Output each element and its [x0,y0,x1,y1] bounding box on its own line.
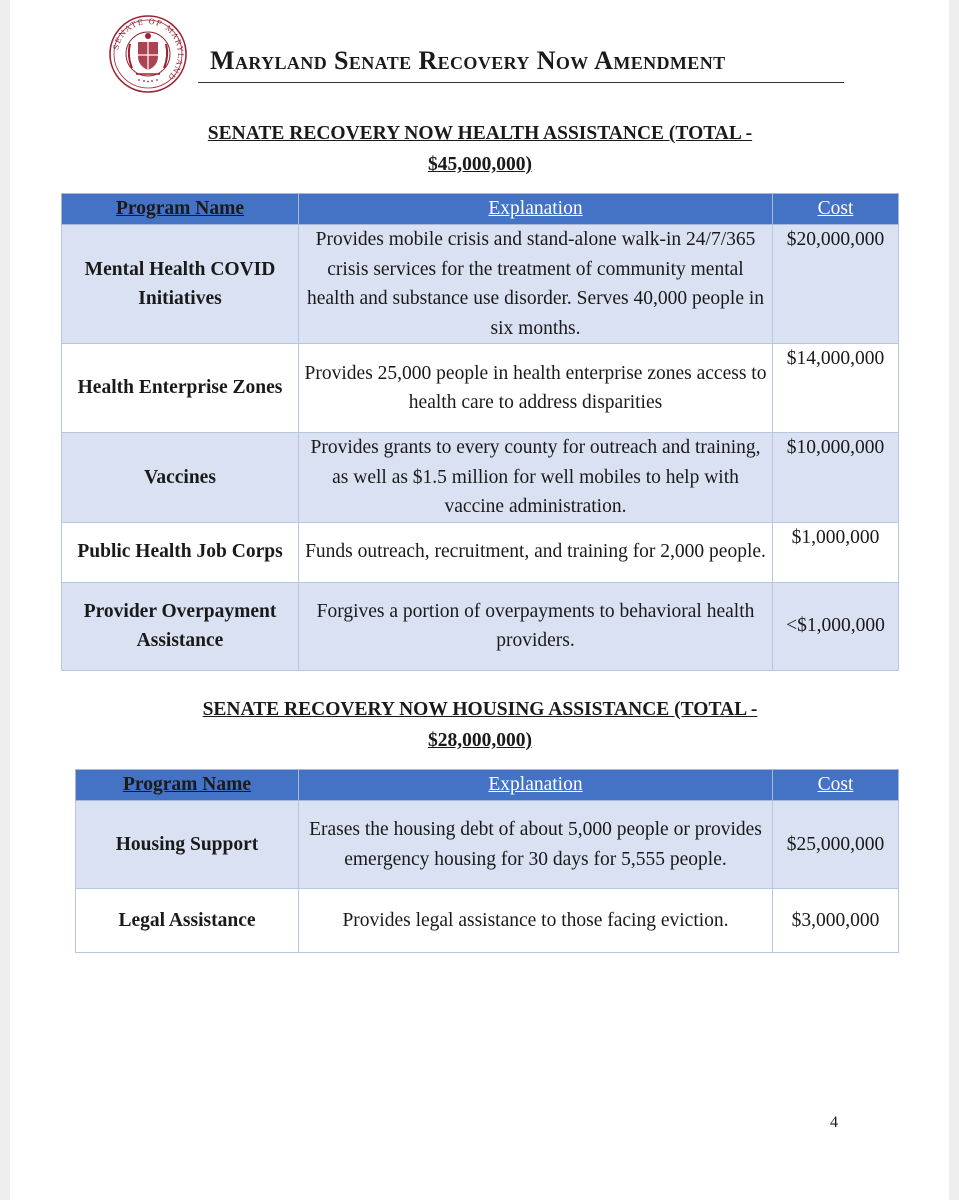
table-row [62,522,899,582]
housing-title-line2: $28,000,000) [428,730,532,751]
column-header-program-name: Program Name [76,770,299,801]
housing-title-line1: SENATE RECOVERY NOW HOUSING ASSISTANCE (TOTAL - [202,699,758,720]
program-name-cell: Vaccines [62,433,299,523]
program-name-cell: Legal Assistance [76,889,299,953]
page-edge-right [949,0,959,1200]
table-header-row [62,194,899,225]
column-header-cost: Cost [773,194,899,225]
health-title-line2: $45,000,000) [428,154,532,175]
program-name-cell: Public Health Job Corps [62,522,299,582]
program-name-cell: Provider Overpayment Assistance [62,582,299,670]
explanation-cell: Funds outreach, recruitment, and training for 2,000 people. [299,522,773,582]
program-name-cell: Housing Support [76,801,299,889]
title-underline [198,82,844,83]
page-edge-left [0,0,10,1200]
cost-cell: $25,000,000 [773,801,899,889]
table-row [76,889,899,953]
table-row [62,433,899,523]
senate-seal-icon [108,14,188,94]
table-row [76,801,899,889]
health-section-title [62,118,898,180]
table-row [62,344,899,433]
table-row [62,225,899,344]
explanation-cell: Erases the housing debt of about 5,000 people or provides emergency housing for 30 days for 5,555 people. [299,801,773,889]
explanation-cell: Provides legal assistance to those facing eviction. [299,889,773,953]
housing-assistance-table [75,769,899,953]
cost-cell: $1,000,000 [773,522,899,582]
document-title: Maryland Senate Recovery Now Amendment [210,46,726,75]
cost-cell: <$1,000,000 [773,582,899,670]
column-header-cost: Cost [773,770,899,801]
column-header-explanation: Explanation [299,194,773,225]
column-header-program-name: Program Name [62,194,299,225]
housing-section-title [62,694,898,756]
cost-cell: $20,000,000 [773,225,899,344]
health-title-line1: SENATE RECOVERY NOW HEALTH ASSISTANCE (TOTAL - [207,123,753,144]
explanation-cell: Provides mobile crisis and stand-alone walk-in 24/7/365 crisis services for the treatment of community mental health and substance use disorder. Serves 40,000 people in six months. [299,225,773,344]
column-header-explanation: Explanation [299,770,773,801]
program-name-cell: Mental Health COVID Initiatives [62,225,299,344]
page-number: 4 [830,1114,838,1131]
explanation-cell: Provides 25,000 people in health enterprise zones access to health care to address disparities [299,344,773,433]
explanation-cell: Forgives a portion of overpayments to behavioral health providers. [299,582,773,670]
health-assistance-table [61,193,899,671]
cost-cell: $10,000,000 [773,433,899,523]
table-header-row [76,770,899,801]
seal-text: SENATE OF MARYLAND [111,16,186,83]
explanation-cell: Provides grants to every county for outreach and training, as well as $1.5 million for well mobiles to help with vaccine administration. [299,433,773,523]
program-name-cell: Health Enterprise Zones [62,344,299,433]
table-row [62,582,899,670]
cost-cell: $14,000,000 [773,344,899,433]
cost-cell: $3,000,000 [773,889,899,953]
